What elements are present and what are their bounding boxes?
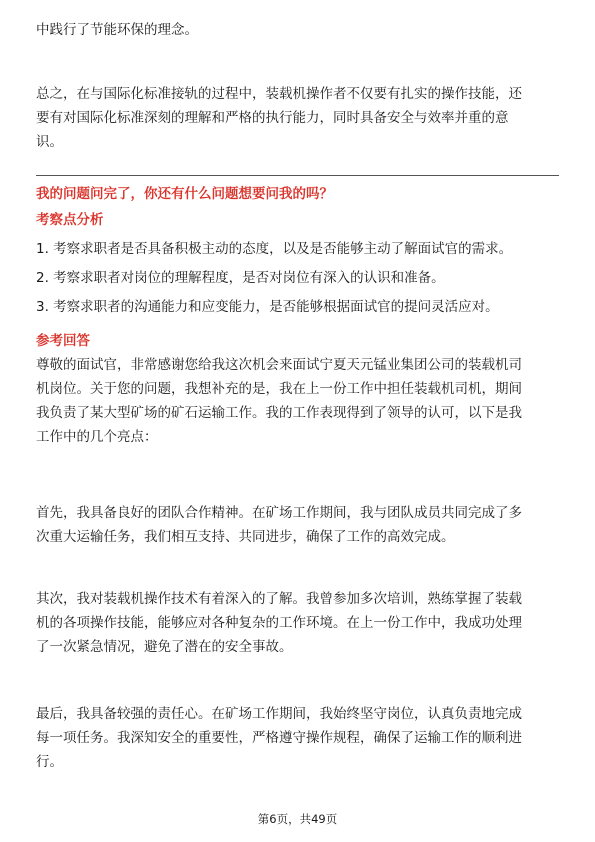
question-heading: 我的问题问完了，你还有什么问题想要问我的吗？ (36, 186, 333, 202)
summary-paragraph (36, 82, 561, 154)
answer-paragraph-1 (36, 353, 561, 449)
text-line: 机的各项操作技能，能够应对各种复杂的工作环境。在上一份工作中，我成功处理 (36, 615, 522, 631)
answer-paragraph-4 (36, 702, 561, 774)
text-line: 中践行了节能环保的理念。 (36, 22, 198, 38)
text-line: 行。 (36, 754, 63, 770)
text-line: 尊敬的面试官，非常感谢您给我这次机会来面试宁夏天元锰业集团公司的装载机司 (36, 357, 522, 373)
page-number: 第6页，共49页 (257, 812, 338, 826)
text-line: 工作中的几个亮点： (36, 429, 158, 445)
text-line: 总之，在与国际化标准接轨的过程中，装载机操作者不仅要有扎实的操作技能，还 (36, 86, 522, 102)
analysis-item: 3. 考察求职者的沟通能力和应变能力，是否能够根据面试官的提问灵活应对。 (36, 299, 499, 315)
text-line: 要有对国际化标准深刻的理解和严格的执行能力，同时具备安全与效率并重的意 (36, 110, 509, 126)
intro-paragraph (36, 18, 561, 42)
text-line: 机岗位。关于您的问题，我想补充的是，我在上一份工作中担任装载机司机，期间 (36, 381, 522, 397)
text-line: 了一次紧急情况，避免了潜在的安全事故。 (36, 639, 293, 655)
answer-paragraph-3 (36, 587, 561, 659)
text-line: 每一项任务。我深知安全的重要性，严格遵守操作规程，确保了运输工作的顺利进 (36, 730, 522, 746)
text-line: 我负责了某大型矿场的矿石运输工作。我的工作表现得到了领导的认可，以下是我 (36, 405, 522, 421)
analysis-item: 1. 考察求职者是否具备积极主动的态度，以及是否能够主动了解面试官的需求。 (36, 241, 513, 257)
text-line: 其次，我对装载机操作技术有着深入的了解。我曾参加多次培训，熟练掌握了装载 (36, 591, 522, 607)
analysis-title: 考察点分析 (36, 212, 104, 228)
text-line: 最后，我具备较强的责任心。在矿场工作期间，我始终坚守岗位，认真负责地完成 (36, 706, 522, 722)
answer-title: 参考回答 (36, 333, 90, 349)
answer-paragraph-2 (36, 501, 561, 549)
text-line: 首先，我具备良好的团队合作精神。在矿场工作期间，我与团队成员共同完成了多 (36, 505, 522, 521)
text-line: 识。 (36, 134, 63, 150)
analysis-item: 2. 考察求职者对岗位的理解程度，是否对岗位有深入的认识和准备。 (36, 270, 445, 286)
section-divider (36, 175, 559, 176)
text-line: 次重大运输任务，我们相互支持、共同进步，确保了工作的高效完成。 (36, 529, 455, 545)
